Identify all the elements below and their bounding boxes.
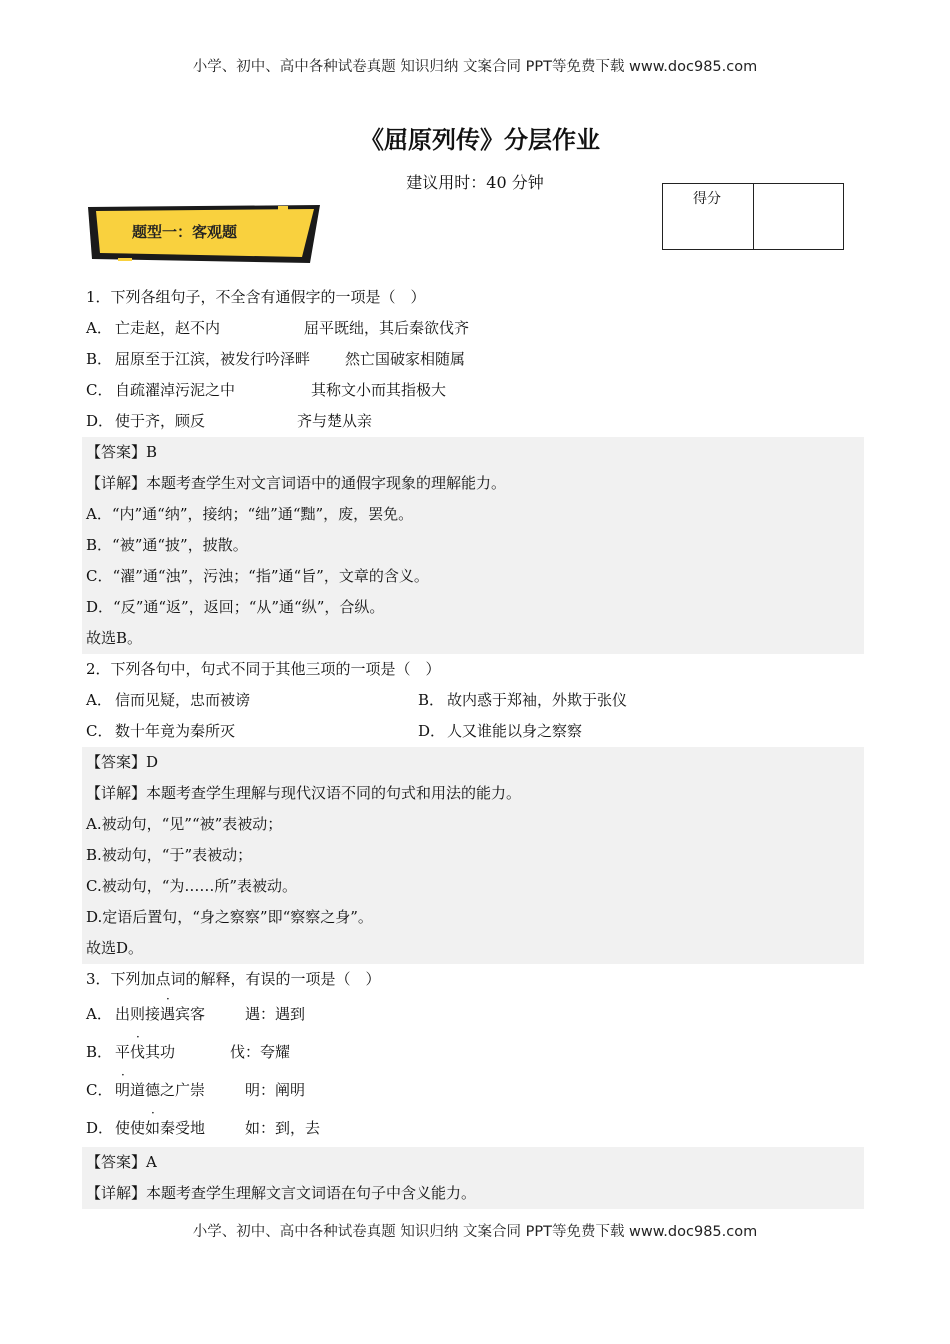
q3-answer: 【答案】A	[86, 1153, 157, 1171]
q2-answer: 【答案】D	[86, 753, 159, 771]
page-header-banner: 小学、初中、高中各种试卷真题 知识归纳 文案合同 PPT等免费下载 www.doc985.com	[192, 59, 758, 75]
q3-answer-block	[82, 1147, 864, 1209]
page-footer-banner: 小学、初中、高中各种试卷真题 知识归纳 文案合同 PPT等免费下载 www.doc985.com	[192, 1224, 758, 1240]
q3-stem: 3．下列加点词的解释，有误的一项是（ ）	[86, 970, 381, 988]
q2-option-d[interactable]: D． 人又谁能以身之察察	[418, 722, 583, 740]
q1-option-c[interactable]: C． 自疏濯淖污泥之中 其称文小而其指极大	[86, 381, 447, 399]
section-title: 题型一：客观题	[132, 223, 238, 241]
q1-answer: 【答案】B	[86, 443, 158, 461]
emphasis-dot-icon: ·	[121, 1068, 125, 1082]
q2-explanation-c: C.被动句，“为……所”表被动。	[86, 877, 298, 895]
score-box	[662, 183, 844, 250]
q2-stem: 2．下列各句中，句式不同于其他三项的一项是（ ）	[86, 660, 441, 678]
q1-explanation-a: A．“内”通“纳”，接纳；“绌”通“黜”，废，罢免。	[86, 505, 414, 523]
q1-answer-block	[82, 437, 864, 654]
q2-options-row-2	[86, 716, 864, 747]
q1-option-d[interactable]: D． 使于齐，顾反 齐与楚从亲	[86, 412, 373, 430]
emphasis-dot-word: · 明	[115, 1068, 131, 1099]
question-content	[86, 282, 864, 1209]
emphasis-dot-icon: ·	[136, 1030, 140, 1044]
q1-explanation-d: D．“反”通“返”，返回；“从”通“纵”，合纵。	[86, 598, 385, 616]
emphasis-dot-icon: ·	[166, 992, 170, 1006]
emphasis-dot-word: · 伐	[130, 1030, 146, 1061]
emphasis-dot-word: · 如	[145, 1106, 161, 1137]
q2-option-c[interactable]: C． 数十年竟为秦所灭	[86, 722, 236, 740]
q2-explanation-d: D.定语后置句，“身之察察”即“察察之身”。	[86, 908, 373, 926]
q2-options-row-1	[86, 685, 864, 716]
q2-detail: 【详解】本题考查学生理解与现代汉语不同的句式和用法的能力。	[86, 784, 522, 802]
q3-detail: 【详解】本题考查学生理解文言文词语在句子中含义能力。	[86, 1184, 477, 1202]
q1-detail: 【详解】本题考查学生对文言词语中的通假字现象的理解能力。	[86, 474, 507, 492]
q3-option-d[interactable]: D． 使使 · 如秦受地 如：到，去	[86, 1106, 321, 1137]
q3-option-b[interactable]: B． 平 · 伐其功 伐：夸耀	[86, 1030, 291, 1061]
score-value-cell[interactable]	[753, 184, 844, 249]
q2-option-a[interactable]: A． 信而见疑，忠而被谤	[86, 691, 251, 709]
q3-option-a[interactable]: A． 出则接 · 遇宾客 遇：遇到	[86, 992, 306, 1023]
q2-explanation-a: A.被动句，“见”“被”表被动；	[86, 815, 283, 833]
page-title: 《屈原列传》分层作业	[360, 126, 600, 154]
emphasis-dot-icon: ·	[151, 1106, 155, 1120]
q2-conclusion: 故选D。	[86, 939, 144, 957]
q1-option-a[interactable]: A． 亡走赵，赵不内 屈平既绌，其后秦欲伐齐	[86, 319, 470, 337]
q1-option-b[interactable]: B． 屈原至于江滨，被发行吟泽畔 然亡国破家相随属	[86, 350, 466, 368]
suggested-time: 建议用时：40 分钟	[406, 173, 544, 192]
q2-answer-block	[82, 747, 864, 964]
emphasis-dot-word: · 遇	[160, 992, 176, 1023]
score-label: 得分	[693, 191, 721, 207]
q2-option-b[interactable]: B． 故内惑于郑袖，外欺于张仪	[418, 691, 628, 709]
q1-explanation-b: B．“被”通“披”，披散。	[86, 536, 248, 554]
q2-explanation-b: B.被动句，“于”表被动；	[86, 846, 253, 864]
q3-option-c[interactable]: C． · 明道德之广崇 明：阐明	[86, 1068, 306, 1099]
q1-explanation-c: C．“濯”通“浊”，污浊；“指”通“旨”，文章的含义。	[86, 567, 429, 585]
q1-conclusion: 故选B。	[86, 629, 143, 647]
q1-stem: 1．下列各组句子，不全含有通假字的一项是（ ）	[86, 288, 426, 306]
